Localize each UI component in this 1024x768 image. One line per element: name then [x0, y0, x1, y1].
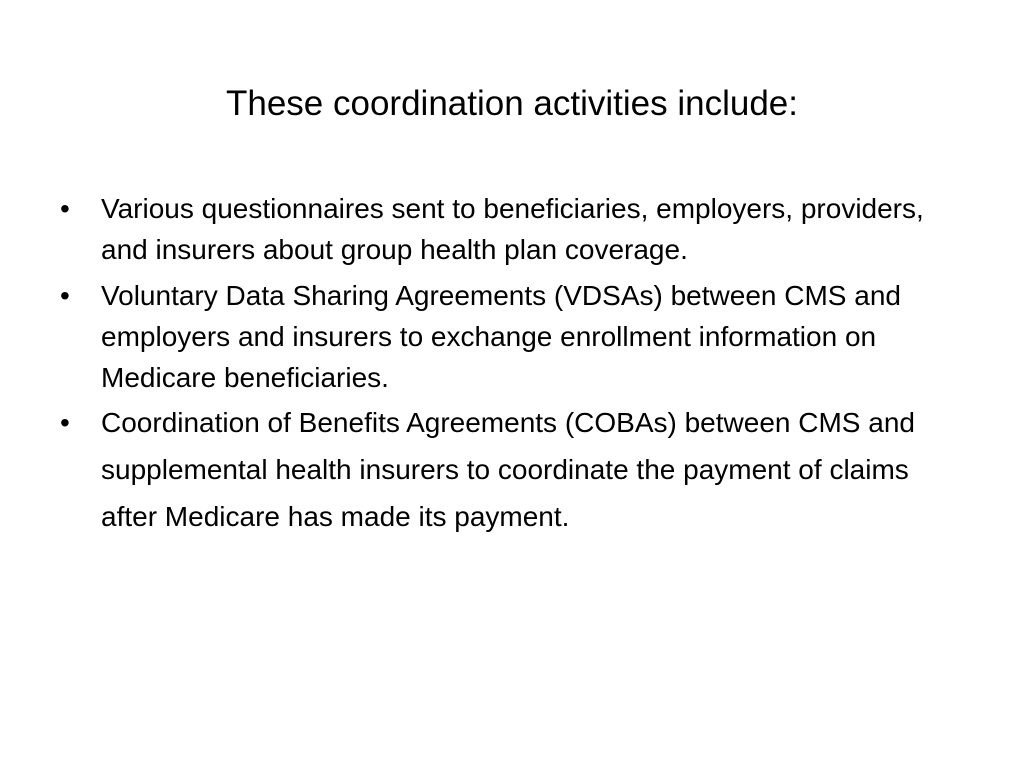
bullet-icon: •: [60, 280, 70, 311]
bullet-icon: •: [60, 193, 70, 224]
bullet-text: Voluntary Data Sharing Agreements (VDSAs) between CMS and employers and insurers to exchange enrollment information on Medicare beneficiaries.: [101, 280, 901, 393]
bullet-item: [60, 188, 970, 270]
bullet-list: [60, 188, 970, 545]
bullet-text: Coordination of Benefits Agreements (COBAs) between CMS and supplemental health insurers to coordinate the payment of claims after Medicare has made its payment.: [101, 407, 915, 532]
bullet-item: [60, 275, 970, 398]
slide-title: These coordination activities include:: [226, 84, 798, 123]
bullet-text: Various questionnaires sent to beneficiaries, employers, providers, and insurers about group health plan coverage.: [101, 193, 924, 265]
bullet-icon: •: [60, 407, 70, 438]
bullet-item: [60, 399, 970, 540]
